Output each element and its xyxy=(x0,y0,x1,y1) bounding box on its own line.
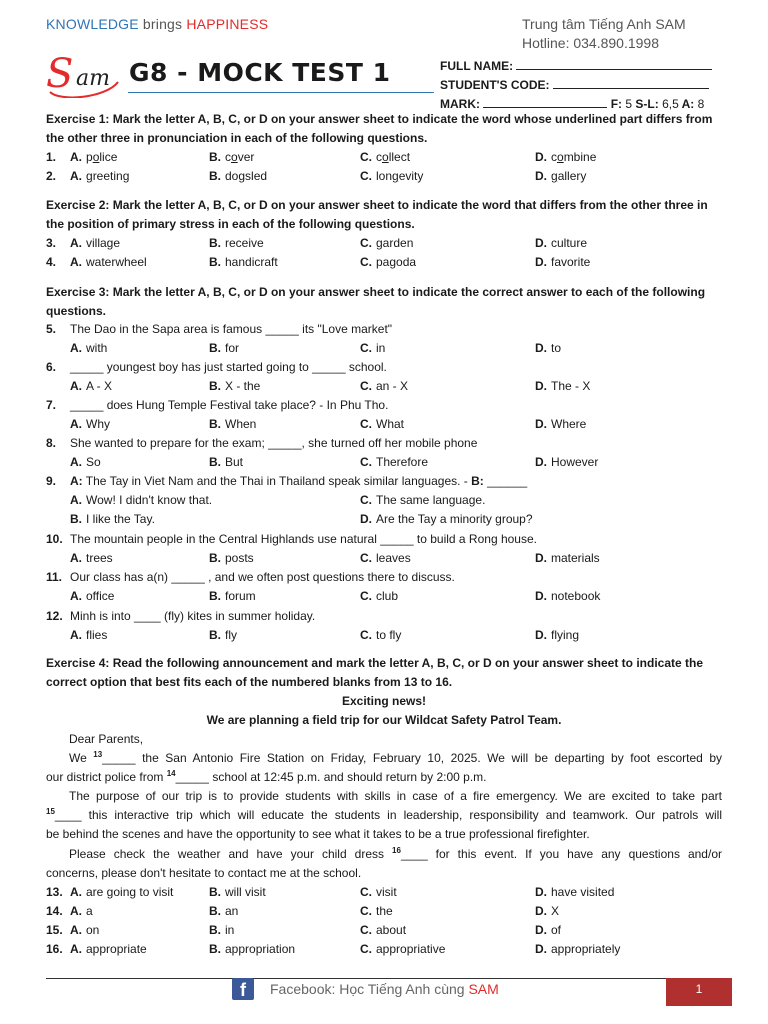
option-b[interactable]: B. When xyxy=(209,417,257,431)
option-a[interactable]: A. Why xyxy=(70,417,110,431)
passage-heading-2: We are planning a field trip for our Wildcat Safety Patrol Team. xyxy=(206,713,562,727)
option-d[interactable]: D. notebook xyxy=(535,589,601,603)
exercise-1-line-1: Exercise 1: Mark the letter A, B, C, or D on your answer sheet to indicate the word whose underlined part differs from xyxy=(46,112,713,126)
passage-paragraph-1-line-1: We $^{13}$_____ the San Antonio Fire Station on Friday, February 10, 2025. We will be departing by foot escorted by xyxy=(69,750,722,765)
question-number: 15. xyxy=(46,923,63,937)
question-number: 13. xyxy=(46,885,63,899)
hotline: Hotline: 034.890.1998 xyxy=(522,35,659,51)
exercise-3-line-2: questions. xyxy=(46,304,107,318)
exercise-2-line-1: Exercise 2: Mark the letter A, B, C, or D on your answer sheet to indicate the word that differs from the other three in xyxy=(46,198,708,212)
option-d[interactable]: D. However xyxy=(535,455,599,469)
student-code-label: STUDENT'S CODE: xyxy=(440,78,550,92)
option-c[interactable]: C. about xyxy=(360,923,407,937)
a-value: 8 xyxy=(697,97,705,111)
option-b[interactable]: B. But xyxy=(209,455,244,469)
center-name: Trung tâm Tiếng Anh SAM xyxy=(522,16,686,32)
option-d[interactable]: D. X xyxy=(535,904,560,918)
option-c[interactable]: C. club xyxy=(360,589,399,603)
option-d[interactable]: D. favorite xyxy=(535,255,591,269)
title-rule xyxy=(128,92,434,93)
logo-letters-am: am xyxy=(76,66,110,91)
question-number: 16. xyxy=(46,942,63,956)
f-value: 5 xyxy=(625,97,633,111)
footer-rule xyxy=(46,978,722,979)
option-a[interactable]: A. appropriate xyxy=(70,942,147,956)
question-number: 7. xyxy=(46,398,57,412)
passage-paragraph-2-line-3: be behind the scenes and have the opportunity to see what it takes to be a true professional firefighter. xyxy=(46,827,590,841)
option-d[interactable]: D. Are the Tay a minority group? xyxy=(360,512,533,526)
tagline-happiness: HAPPINESS xyxy=(186,16,269,32)
mark-row xyxy=(440,96,704,111)
passage-paragraph-2-line-1: The purpose of our trip is to provide students with skills in case of a fire emergency. We are excited to take part xyxy=(69,789,722,803)
passage-heading-1: Exciting news! xyxy=(341,694,427,708)
question-number: 11. xyxy=(46,570,63,584)
exercise-1-line-2: the other three in pronunciation in each of the following questions. xyxy=(46,131,428,145)
question-stem: She wanted to prepare for the exam; _____, she turned off her mobile phone xyxy=(70,436,478,450)
full-name-row xyxy=(440,58,712,73)
option-a[interactable]: A. office xyxy=(70,589,115,603)
question-stem: _____ does Hung Temple Festival take place? - In Phu Tho. xyxy=(70,398,389,412)
option-b[interactable]: B. will visit xyxy=(209,885,266,899)
exercise-4-line-1: Exercise 4: Read the following announcement and mark the letter A, B, C, or D on your answer sheet to indicate the xyxy=(46,656,704,670)
option-c[interactable]: C. appropriative xyxy=(360,942,446,956)
option-a[interactable]: A. village xyxy=(70,236,121,250)
option-b[interactable]: B. an xyxy=(209,904,239,918)
facebook-icon[interactable]: f xyxy=(232,978,254,1000)
option-d[interactable]: D. to xyxy=(535,341,562,355)
option-b[interactable]: B. forum xyxy=(209,589,256,603)
option-c[interactable]: C. in xyxy=(360,341,386,355)
question-number: 6. xyxy=(46,360,57,374)
passage-greeting: Dear Parents, xyxy=(69,732,144,746)
full-name-field[interactable] xyxy=(516,58,712,70)
option-c[interactable]: C. collect xyxy=(360,150,411,164)
option-d[interactable]: D. combine xyxy=(535,150,597,164)
tagline-knowledge: KNOWLEDGE xyxy=(46,16,139,32)
question-stem: _____ youngest boy has just started going to _____ school. xyxy=(70,360,387,374)
question-stem: The Dao in the Sapa area is famous _____ its "Love market" xyxy=(70,322,393,336)
option-b[interactable]: B. posts xyxy=(209,551,254,565)
exercise-3-line-1: Exercise 3: Mark the letter A, B, C, or D on your answer sheet to indicate the correct answer to each of the following xyxy=(46,285,706,299)
option-a[interactable]: A. waterwheel xyxy=(70,255,147,269)
option-b[interactable]: B. fly xyxy=(209,628,237,642)
option-a[interactable]: A. A - X xyxy=(70,379,113,393)
f-label: F: xyxy=(610,97,623,111)
student-code-field[interactable] xyxy=(553,77,709,89)
sl-label: S-L: xyxy=(635,97,659,111)
footer-facebook-text[interactable]: Facebook: Học Tiếng Anh cùng SAM xyxy=(270,981,499,997)
test-title: G8 - MOCK TEST 1 xyxy=(129,58,391,87)
option-d[interactable]: D. have visited xyxy=(535,885,615,899)
option-c[interactable]: C. The same language. xyxy=(360,493,486,507)
option-c[interactable]: C. an - X xyxy=(360,379,409,393)
option-a[interactable]: A. trees xyxy=(70,551,113,565)
exercise-4-line-2: correct option that best fits each of the numbered blanks from 13 to 16. xyxy=(46,675,453,689)
option-a[interactable]: A. on xyxy=(70,923,100,937)
option-a[interactable]: A. So xyxy=(70,455,101,469)
option-d[interactable]: D. appropriately xyxy=(535,942,621,956)
option-b[interactable]: B. in xyxy=(209,923,235,937)
option-a[interactable]: A. a xyxy=(70,904,93,918)
question-number: 5. xyxy=(46,322,57,336)
page-number-badge: 1 xyxy=(666,978,732,1006)
option-a[interactable]: A. with xyxy=(70,341,108,355)
option-d[interactable]: D. flying xyxy=(535,628,580,642)
option-d[interactable]: D. gallery xyxy=(535,169,587,183)
option-b[interactable]: B. receive xyxy=(209,236,264,250)
option-b[interactable]: B. appropriation xyxy=(209,942,296,956)
option-a[interactable]: A. greeting xyxy=(70,169,130,183)
option-c[interactable]: C. longevity xyxy=(360,169,424,183)
question-number: 2. xyxy=(46,169,57,183)
question-stem: Minh is into ____ (fly) kites in summer holiday. xyxy=(70,609,316,623)
mark-field[interactable] xyxy=(483,96,607,108)
option-d[interactable]: D. The - X xyxy=(535,379,591,393)
full-name-label: FULL NAME: xyxy=(440,59,514,73)
option-c[interactable]: C. to fly xyxy=(360,628,402,642)
passage-paragraph-2-line-2: $^{15}$____ this interactive trip which will educate the students in leadership, responsibility and teamwork. Our patrols will xyxy=(46,807,722,822)
option-b[interactable]: B. dogsled xyxy=(209,169,268,183)
sl-value: 6,5 xyxy=(662,97,679,111)
option-a[interactable]: A. flies xyxy=(70,628,108,642)
tagline-brings: brings xyxy=(138,16,187,32)
student-code-row xyxy=(440,77,709,92)
option-c[interactable]: C. pagoda xyxy=(360,255,417,269)
logo-letter-s: S xyxy=(46,51,74,97)
option-c[interactable]: C. What xyxy=(360,417,405,431)
passage-paragraph-1-line-2: our district police from $^{14}$_____ school at 12:45 p.m. and should return by 2:00 p.m. xyxy=(46,769,487,784)
question-number: 9. xyxy=(46,474,57,488)
passage-paragraph-3-line-2: concerns, please don't hesitate to contact me at the school. xyxy=(46,866,362,880)
question-number: 12. xyxy=(46,609,63,623)
option-b[interactable]: B. handicraft xyxy=(209,255,278,269)
option-b[interactable]: B. for xyxy=(209,341,240,355)
option-a[interactable]: A. Wow! I didn't know that. xyxy=(70,493,213,507)
option-b[interactable]: B. I like the Tay. xyxy=(70,512,155,526)
question-stem: The mountain people in the Central Highlands use natural _____ to build a Rong house. xyxy=(70,532,537,546)
option-d[interactable]: D. culture xyxy=(535,236,588,250)
option-a[interactable]: A. police xyxy=(70,150,118,164)
option-d[interactable]: D. materials xyxy=(535,551,600,565)
question-number: 4. xyxy=(46,255,57,269)
mark-label: MARK: xyxy=(440,97,480,111)
question-stem: Our class has a(n) _____ , and we often post questions there to discuss. xyxy=(70,570,455,584)
question-number: 14. xyxy=(46,904,63,918)
option-c[interactable]: C. leaves xyxy=(360,551,411,565)
sam-logo xyxy=(46,52,120,98)
question-number: 10. xyxy=(46,532,63,546)
option-d[interactable]: D. of xyxy=(535,923,562,937)
passage-paragraph-3-line-1: Please check the weather and have your child dress $^{16}$____ for this event. If you have any questions and/or xyxy=(69,846,722,861)
option-a[interactable]: A. are going to visit xyxy=(70,885,174,899)
question-number: 3. xyxy=(46,236,57,250)
exercise-2-line-2: the position of primary stress in each of the following questions. xyxy=(46,217,415,231)
option-c[interactable]: C. Therefore xyxy=(360,455,429,469)
header-tagline xyxy=(46,16,268,32)
question-stem: A: The Tay in Viet Nam and the Thai in Thailand speak similar languages. - B: ______ xyxy=(70,474,528,488)
a-label: A: xyxy=(681,97,695,111)
question-number: 8. xyxy=(46,436,57,450)
option-c[interactable]: C. garden xyxy=(360,236,414,250)
option-b[interactable]: B. X - the xyxy=(209,379,261,393)
question-number: 1. xyxy=(46,150,57,164)
option-c[interactable]: C. the xyxy=(360,904,393,918)
option-c[interactable]: C. visit xyxy=(360,885,397,899)
option-d[interactable]: D. Where xyxy=(535,417,587,431)
option-b[interactable]: B. cover xyxy=(209,150,255,164)
